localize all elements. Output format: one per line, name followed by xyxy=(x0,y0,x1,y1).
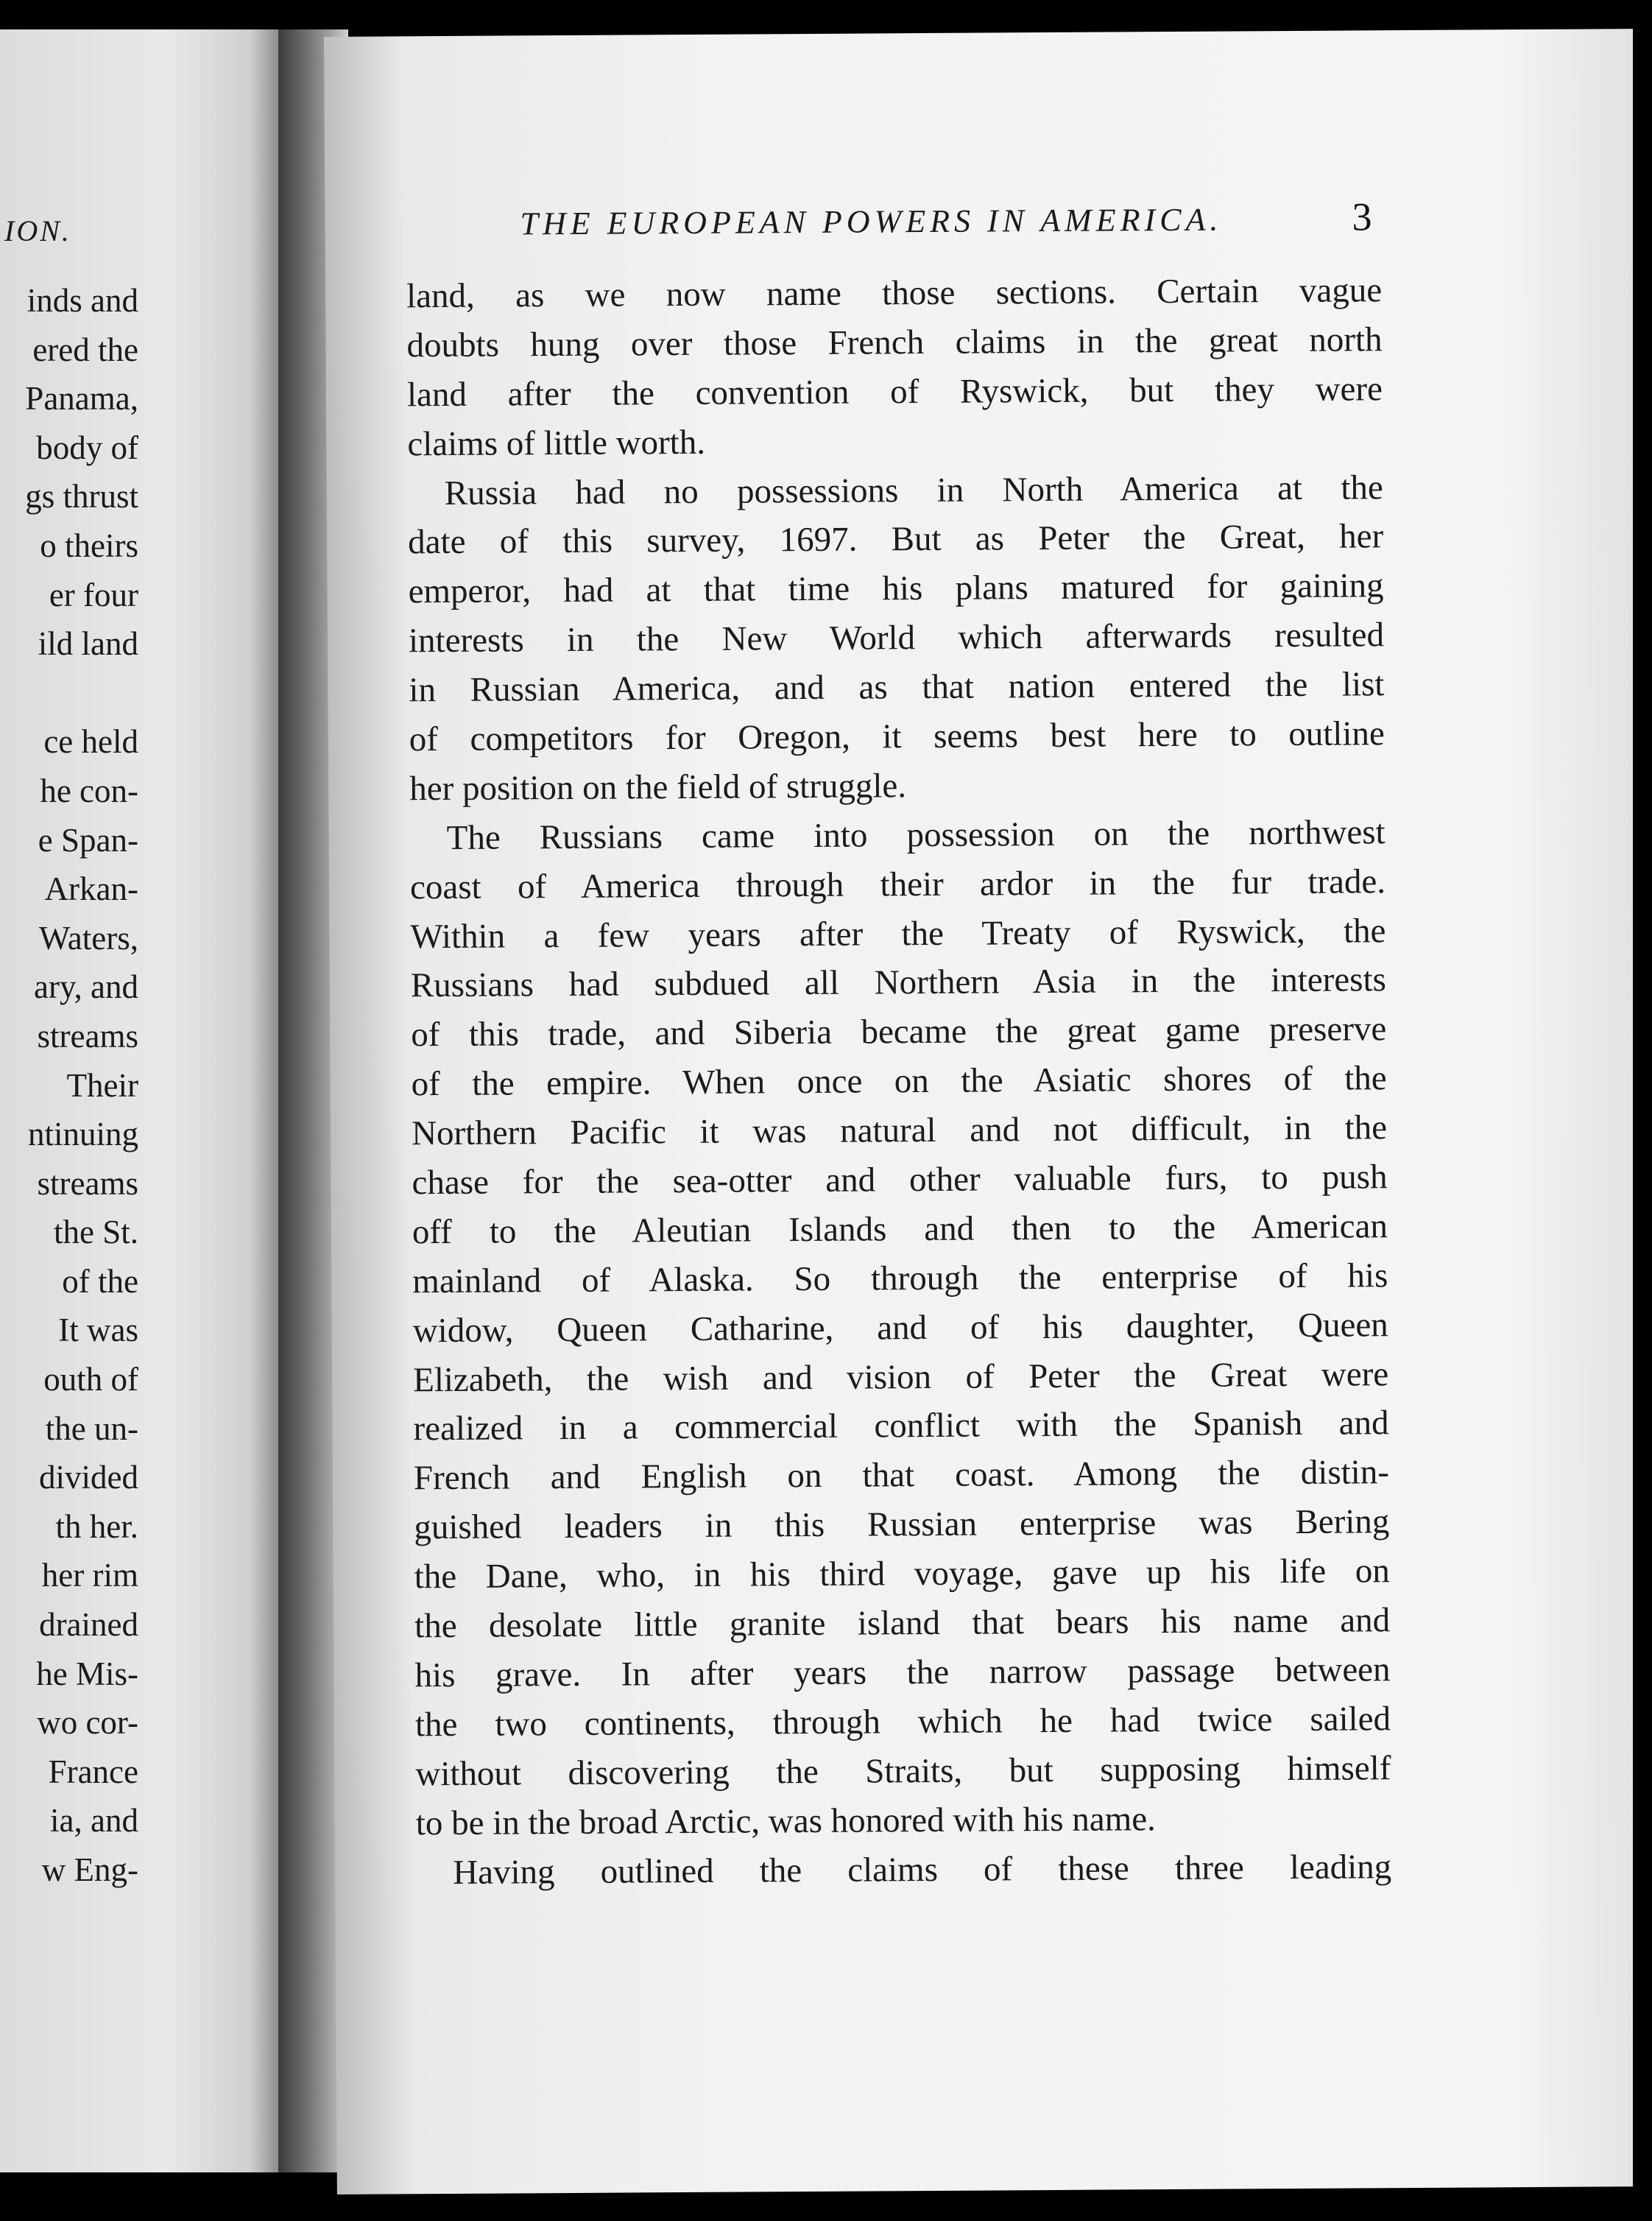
left-line: he con- xyxy=(40,772,138,809)
left-line: ntinuing xyxy=(27,1116,138,1153)
left-line: th her. xyxy=(55,1507,138,1545)
left-line: outh of xyxy=(43,1361,138,1398)
left-line: France xyxy=(48,1753,138,1790)
left-line: e Span- xyxy=(38,821,138,859)
text-line: the two continents, through which he had twice sailed xyxy=(414,1700,1391,1745)
text-line: Elizabeth, the wish and vision of Peter the Great were xyxy=(412,1354,1389,1399)
text-line: mainland of Alaska. So through the enterprise of his xyxy=(412,1256,1388,1301)
left-line: the un- xyxy=(45,1409,138,1447)
text-line: Russians had subdued all Northern Asia in the interests xyxy=(410,960,1387,1005)
text-line: coast of America through their ardor in the fur trade. xyxy=(409,862,1386,907)
text-line: interests in the New World which afterwards resulted xyxy=(408,616,1385,661)
left-line: he Mis- xyxy=(36,1655,138,1692)
left-line: divided xyxy=(39,1459,138,1496)
left-line: drained xyxy=(39,1606,138,1644)
text-line: of this trade, and Siberia became the great game preserve xyxy=(411,1010,1387,1055)
text-line: The Russians came into possession on the northwest xyxy=(446,813,1386,857)
text-line: off to the Aleutian Islands and then to the American xyxy=(412,1207,1388,1252)
left-line: body of xyxy=(36,429,138,466)
left-line: of the xyxy=(62,1262,138,1300)
left-line: wo cor- xyxy=(37,1704,138,1742)
running-head: THE EUROPEAN POWERS IN AMERICA. xyxy=(520,201,1223,242)
left-line: her rim xyxy=(41,1557,138,1594)
text-line: Russia had no possessions in North America at the xyxy=(444,468,1383,513)
text-line: her position on the field of struggle. xyxy=(409,767,907,809)
text-line: the Dane, who, in his third voyage, gave up his life on xyxy=(414,1552,1390,1597)
text-line: his grave. In after years the narrow passage between xyxy=(414,1650,1391,1695)
left-line: w Eng- xyxy=(41,1851,138,1888)
text-line: realized in a commercial conflict with the Spanish and xyxy=(413,1404,1389,1449)
text-line: in Russian America, and as that nation entered the list xyxy=(409,665,1385,710)
left-line: streams xyxy=(37,1017,138,1055)
left-line: It was xyxy=(58,1312,138,1349)
left-line: Panama, xyxy=(25,380,138,418)
left-page-text xyxy=(25,276,138,1895)
text-line: Having outlined the claims of these three leading xyxy=(453,1847,1392,1892)
left-line: inds and xyxy=(27,282,138,319)
page-body-text xyxy=(406,266,1391,1897)
text-line: widow, Queen Catharine, and of his daughter, Queen xyxy=(412,1305,1388,1350)
current-page xyxy=(324,29,1646,2194)
text-line: French and English on that coast. Among the distin- xyxy=(413,1453,1390,1498)
left-line: Their xyxy=(66,1066,138,1104)
left-line: streams xyxy=(37,1164,138,1202)
text-line: without discovering the Straits, but supposing himself xyxy=(415,1748,1391,1794)
text-line: emperor, had at that time his plans matured for gaining xyxy=(408,566,1384,611)
text-line: of competitors for Oregon, it seems best here to outline xyxy=(409,714,1385,759)
left-line: Arkan- xyxy=(44,870,138,908)
left-line: er four xyxy=(49,576,138,613)
left-line: the St. xyxy=(53,1214,138,1251)
left-line: ild land xyxy=(38,625,138,663)
scan-border xyxy=(1633,0,1652,2221)
left-line: o theirs xyxy=(40,527,138,564)
text-line: to be in the broad Arctic, was honored with his name. xyxy=(415,1799,1157,1842)
left-line: ia, and xyxy=(50,1802,138,1840)
left-line: ered the xyxy=(32,331,138,368)
text-line: date of this survey, 1697. But as Peter the Great, her xyxy=(408,517,1384,562)
text-line: guished leaders in this Russian enterprise was Bering xyxy=(414,1502,1390,1547)
text-line: Northern Pacific it was natural and not difficult, in the xyxy=(411,1108,1388,1153)
text-line: of the empire. When once on the Asiatic shores of the xyxy=(411,1059,1387,1104)
left-line: Waters, xyxy=(38,919,138,957)
text-line: doubts hung over those French claims in the great north xyxy=(406,320,1383,365)
left-line: ary, and xyxy=(33,968,138,1006)
previous-page xyxy=(0,29,278,2172)
left-line: ce held xyxy=(43,723,138,761)
text-line: the desolate little granite island that bears his name and xyxy=(414,1601,1391,1646)
text-line: claims of little worth. xyxy=(407,423,706,463)
page-number: 3 xyxy=(1352,194,1372,239)
left-line-blank xyxy=(25,669,138,718)
text-line: Within a few years after the Treaty of Ryswick, the xyxy=(410,911,1386,956)
left-line: gs thrust xyxy=(25,478,138,515)
left-running-head: ION. xyxy=(4,214,71,247)
text-line: chase for the sea-otter and other valuable furs, to push xyxy=(412,1158,1388,1203)
text-line: land, as we now name those sections. Certain vague xyxy=(406,271,1383,316)
text-line: land after the convention of Ryswick, but they were xyxy=(406,370,1383,415)
